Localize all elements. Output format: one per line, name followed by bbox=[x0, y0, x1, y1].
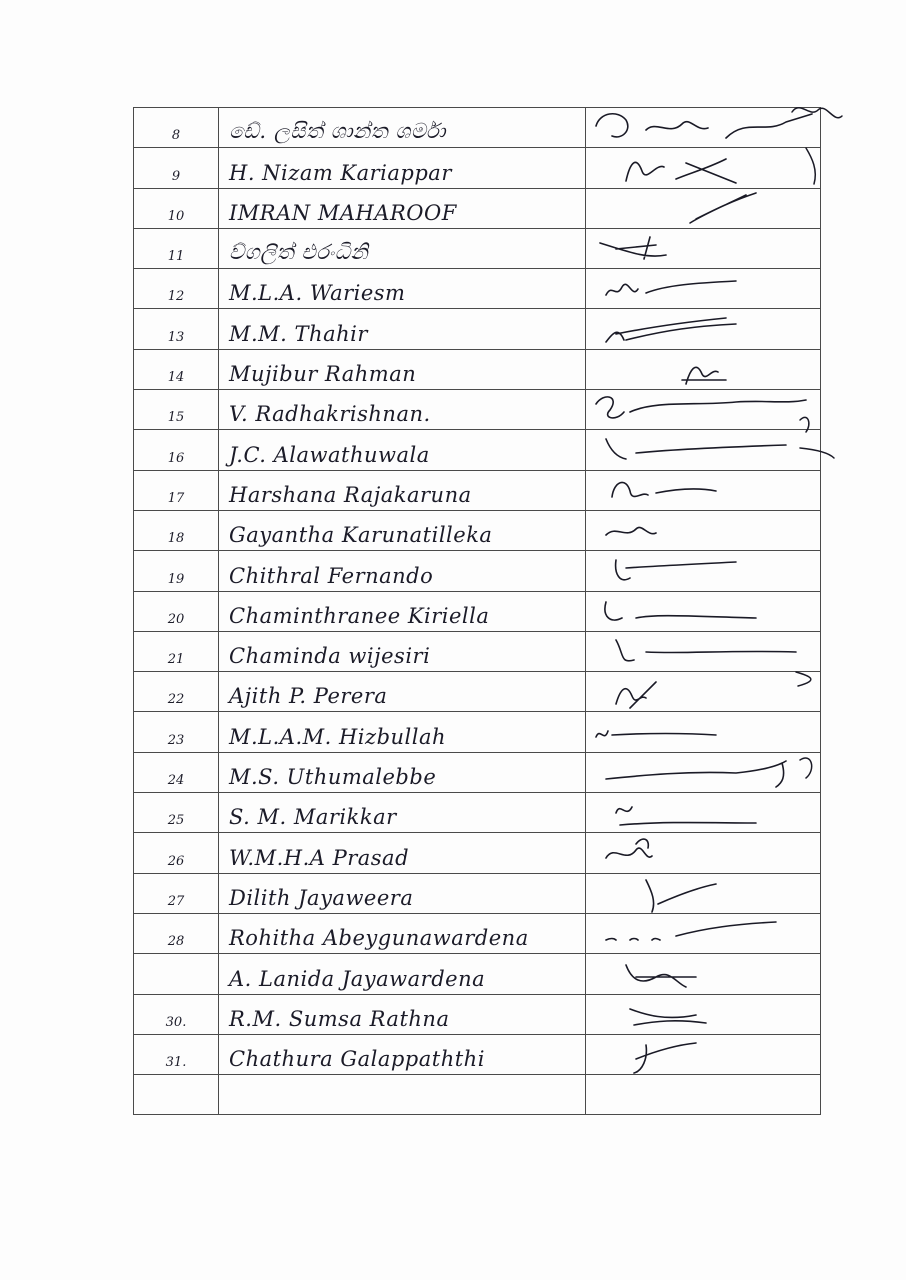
signature-cell bbox=[586, 873, 821, 913]
member-name-cell bbox=[219, 510, 586, 550]
member-name-cell bbox=[219, 672, 586, 712]
signature-stroke bbox=[634, 1043, 696, 1073]
row-number-cell bbox=[134, 430, 219, 470]
signature-stroke bbox=[606, 439, 786, 459]
member-name: S. M. Marikkar bbox=[229, 805, 397, 830]
handwritten-signature bbox=[586, 914, 820, 953]
table-row bbox=[134, 954, 821, 994]
row-number: 9 bbox=[171, 168, 181, 184]
member-name: V. Radhakrishnan. bbox=[229, 402, 431, 427]
handwritten-signature bbox=[586, 471, 820, 510]
signature-cell bbox=[586, 954, 821, 994]
row-number-cell bbox=[134, 913, 219, 953]
member-name: R.M. Sumsa Rathna bbox=[229, 1006, 450, 1031]
row-number: 31. bbox=[165, 1055, 187, 1071]
table-row bbox=[134, 430, 821, 470]
signature-stroke bbox=[596, 397, 806, 418]
table-row bbox=[134, 228, 821, 268]
row-number-cell bbox=[134, 148, 219, 188]
handwritten-signature bbox=[586, 229, 820, 268]
handwritten-signature bbox=[586, 149, 820, 188]
member-name: M.L.A.M. Hizbullah bbox=[229, 724, 447, 749]
signature-stroke bbox=[616, 682, 656, 708]
table-row bbox=[134, 672, 821, 712]
signature-stroke bbox=[682, 367, 726, 384]
signature-stroke bbox=[612, 482, 716, 497]
signature-stroke bbox=[606, 528, 656, 536]
row-number-cell bbox=[134, 108, 219, 148]
row-number-cell bbox=[134, 672, 219, 712]
handwritten-signature bbox=[586, 1035, 820, 1074]
row-number-cell bbox=[134, 1034, 219, 1074]
signature-cell bbox=[586, 712, 821, 752]
member-name-cell bbox=[219, 148, 586, 188]
signature-cell bbox=[586, 309, 821, 349]
table-row bbox=[134, 390, 821, 430]
signature-cell bbox=[586, 591, 821, 631]
handwritten-signature bbox=[586, 511, 820, 550]
handwritten-signature bbox=[586, 874, 820, 913]
member-name: Chaminthranee Kiriella bbox=[229, 603, 490, 628]
row-number: 15 bbox=[167, 410, 185, 426]
member-name-cell bbox=[219, 188, 586, 228]
table-row bbox=[134, 913, 821, 953]
row-number-cell bbox=[134, 712, 219, 752]
table-row bbox=[134, 470, 821, 510]
member-name-cell bbox=[219, 1034, 586, 1074]
member-name-cell bbox=[219, 994, 586, 1034]
signature-cell bbox=[586, 994, 821, 1034]
signature-stroke bbox=[616, 640, 796, 661]
signature-cell bbox=[586, 108, 821, 148]
row-number: 8 bbox=[171, 128, 181, 144]
table-row bbox=[134, 873, 821, 913]
member-name: Chathura Galappaththi bbox=[229, 1047, 485, 1072]
handwritten-signature bbox=[586, 189, 820, 228]
member-name: H. Nizam Kariappar bbox=[229, 160, 452, 185]
signature-cell bbox=[586, 188, 821, 228]
row-number: 13 bbox=[167, 329, 185, 345]
signature-stroke bbox=[596, 731, 716, 737]
row-number-cell bbox=[134, 349, 219, 389]
signature-stroke bbox=[606, 761, 786, 787]
row-number: 10 bbox=[167, 208, 185, 224]
row-number-cell bbox=[134, 752, 219, 792]
handwritten-signature bbox=[586, 552, 820, 591]
signature-cell bbox=[586, 793, 821, 833]
signature-cell bbox=[586, 833, 821, 873]
row-number: 20 bbox=[167, 611, 185, 627]
member-name-cell bbox=[219, 309, 586, 349]
row-number: 24 bbox=[167, 773, 185, 789]
signature-cell bbox=[586, 551, 821, 591]
member-name: IMRAN MAHAROOF bbox=[229, 200, 457, 225]
member-name-cell bbox=[219, 833, 586, 873]
table-row bbox=[134, 1034, 821, 1074]
row-number: 21 bbox=[167, 652, 185, 668]
member-name-cell bbox=[219, 551, 586, 591]
signature-cell bbox=[586, 1034, 821, 1074]
row-number: 14 bbox=[167, 370, 185, 386]
member-name-cell bbox=[219, 954, 586, 994]
row-number: 16 bbox=[167, 450, 185, 466]
member-name-cell bbox=[219, 873, 586, 913]
table-row bbox=[134, 148, 821, 188]
member-name: ඩේ. ලසිත් ශාන්ත ශර්මා bbox=[229, 119, 446, 144]
signature-cell bbox=[586, 269, 821, 309]
table-row bbox=[134, 551, 821, 591]
member-name-cell bbox=[219, 430, 586, 470]
member-name: Rohitha Abeygunawardena bbox=[229, 926, 529, 951]
member-name-cell bbox=[219, 349, 586, 389]
member-name: Ajith P. Perera bbox=[229, 684, 388, 709]
member-name-cell bbox=[219, 752, 586, 792]
row-number-cell bbox=[134, 1075, 219, 1115]
member-name-cell bbox=[219, 591, 586, 631]
member-name: M.S. Uthumalebbe bbox=[229, 765, 437, 790]
row-number-cell bbox=[134, 873, 219, 913]
member-name: J.C. Alawathuwala bbox=[229, 442, 430, 467]
row-number: 17 bbox=[167, 490, 185, 506]
member-name: M.L.A. Wariesm bbox=[229, 281, 406, 306]
row-number-cell bbox=[134, 994, 219, 1034]
row-number-cell bbox=[134, 551, 219, 591]
signature-cell bbox=[586, 470, 821, 510]
table-row bbox=[134, 108, 821, 148]
row-number-cell bbox=[134, 390, 219, 430]
handwritten-signature bbox=[586, 108, 820, 147]
signature-cell bbox=[586, 228, 821, 268]
row-number: 26 bbox=[167, 853, 185, 869]
signature-cell bbox=[586, 752, 821, 792]
signature-cell bbox=[586, 1075, 821, 1115]
table-row bbox=[134, 309, 821, 349]
signature-cell bbox=[586, 430, 821, 470]
row-number: 28 bbox=[167, 934, 185, 950]
member-name: Gayantha Karunatilleka bbox=[229, 523, 493, 548]
handwritten-signature bbox=[586, 834, 820, 873]
signature-cell bbox=[586, 148, 821, 188]
member-name-cell bbox=[219, 228, 586, 268]
member-name: W.M.H.A Prasad bbox=[229, 845, 410, 870]
member-name-cell bbox=[219, 712, 586, 752]
signature-stroke bbox=[626, 965, 696, 987]
table-row bbox=[134, 1075, 821, 1115]
member-name-cell bbox=[219, 269, 586, 309]
row-number-cell bbox=[134, 470, 219, 510]
handwritten-signature bbox=[586, 350, 820, 389]
row-number: 19 bbox=[167, 571, 185, 587]
signature-stroke bbox=[606, 281, 736, 295]
table-row bbox=[134, 510, 821, 550]
row-number-cell bbox=[134, 591, 219, 631]
signature-table bbox=[133, 107, 821, 1115]
handwritten-signature bbox=[586, 995, 820, 1034]
member-name-cell bbox=[219, 390, 586, 430]
handwritten-signature bbox=[586, 632, 820, 671]
row-number-cell bbox=[134, 510, 219, 550]
signature-stroke bbox=[600, 237, 666, 259]
table-row bbox=[134, 793, 821, 833]
member-name: M.M. Thahir bbox=[229, 321, 368, 346]
member-name: Chaminda wijesiri bbox=[229, 644, 431, 669]
signature-cell bbox=[586, 390, 821, 430]
member-name-cell bbox=[219, 631, 586, 671]
signature-stroke bbox=[630, 1009, 706, 1025]
member-name-cell bbox=[219, 913, 586, 953]
row-number-cell bbox=[134, 309, 219, 349]
table-row bbox=[134, 188, 821, 228]
handwritten-signature bbox=[586, 753, 820, 792]
table-row bbox=[134, 712, 821, 752]
handwritten-signature bbox=[586, 955, 820, 994]
row-number-cell bbox=[134, 833, 219, 873]
member-name: Dilith Jayaweera bbox=[229, 885, 414, 910]
signature-cell bbox=[586, 913, 821, 953]
signature-stroke bbox=[606, 839, 652, 858]
signature-stroke bbox=[646, 880, 716, 912]
table-row bbox=[134, 631, 821, 671]
row-number: 11 bbox=[167, 249, 185, 265]
member-name-cell bbox=[219, 470, 586, 510]
row-number: 18 bbox=[167, 531, 185, 547]
row-number: 30. bbox=[165, 1014, 187, 1030]
signature-cell bbox=[586, 510, 821, 550]
row-number: 25 bbox=[167, 813, 185, 829]
member-name-cell bbox=[219, 108, 586, 148]
handwritten-signature bbox=[586, 1075, 820, 1114]
member-name: A. Lanida Jayawardena bbox=[229, 966, 486, 991]
member-name: Chithral Fernando bbox=[229, 563, 434, 588]
row-number-cell bbox=[134, 228, 219, 268]
row-number-cell bbox=[134, 631, 219, 671]
handwritten-signature bbox=[586, 713, 820, 752]
signature-stroke bbox=[616, 560, 736, 580]
member-name-cell bbox=[219, 1075, 586, 1115]
handwritten-signature bbox=[586, 672, 820, 711]
handwritten-signature bbox=[586, 431, 820, 470]
row-number: 27 bbox=[167, 893, 185, 909]
signature-cell bbox=[586, 349, 821, 389]
table-row bbox=[134, 833, 821, 873]
row-number: 22 bbox=[167, 692, 185, 708]
handwritten-signature bbox=[586, 592, 820, 631]
signature-cell bbox=[586, 672, 821, 712]
signature-stroke bbox=[616, 807, 756, 825]
row-number: 12 bbox=[167, 289, 185, 305]
member-name: Mujibur Rahman bbox=[229, 362, 417, 387]
signature-stroke bbox=[605, 602, 756, 620]
handwritten-signature bbox=[586, 390, 820, 429]
signature-cell bbox=[586, 631, 821, 671]
member-name: Harshana Rajakaruna bbox=[229, 482, 472, 507]
signature-stroke bbox=[690, 193, 756, 223]
signature-stroke bbox=[626, 159, 736, 183]
row-number: 23 bbox=[167, 732, 185, 748]
handwritten-signature bbox=[586, 310, 820, 349]
table-row bbox=[134, 349, 821, 389]
signature-stroke bbox=[596, 114, 812, 138]
row-number-cell bbox=[134, 954, 219, 994]
member-name-cell bbox=[219, 793, 586, 833]
table-row bbox=[134, 752, 821, 792]
table-row bbox=[134, 591, 821, 631]
row-number-cell bbox=[134, 269, 219, 309]
table-row bbox=[134, 994, 821, 1034]
handwritten-signature bbox=[586, 793, 820, 832]
signature-stroke bbox=[606, 318, 736, 342]
member-name: ව්ගලිත් එරංධිනි bbox=[229, 240, 369, 265]
handwritten-signature bbox=[586, 269, 820, 308]
signature-stroke bbox=[606, 922, 776, 940]
row-number-cell bbox=[134, 188, 219, 228]
table-row bbox=[134, 269, 821, 309]
row-number-cell bbox=[134, 793, 219, 833]
